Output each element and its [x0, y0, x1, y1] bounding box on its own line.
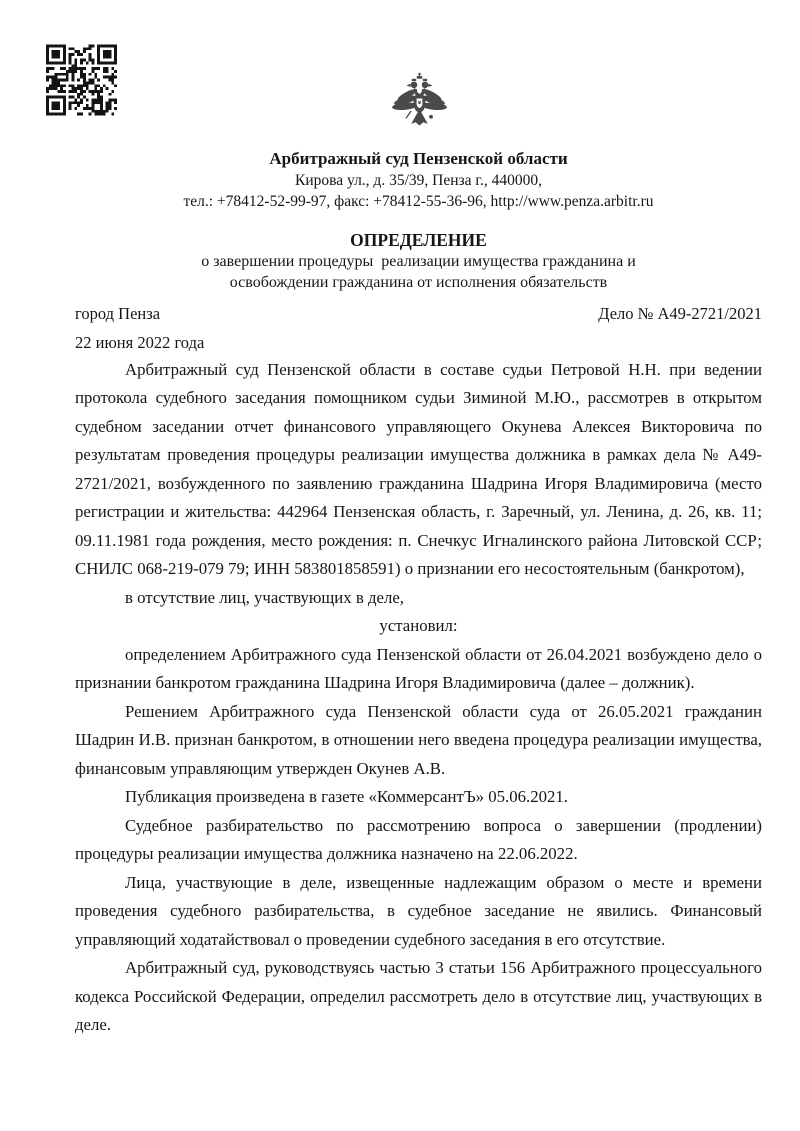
paragraph-article-156: Арбитражный суд, руководствуясь частью 3 статьи 156 Арбитражного процессуального кодекса Российской Федерации, определил рассмотреть дело в отсутствие лиц, участвующих в деле. — [75, 958, 762, 1034]
paragraph-publication: Публикация произведена в газете «КоммерсантЪ» 05.06.2021. — [125, 787, 568, 806]
court-name: Арбитражный суд Пензенской области — [269, 149, 568, 168]
city-label: город Пенза — [75, 303, 161, 323]
case-number: Дело № А49-2721/2021 — [598, 303, 762, 323]
court-contacts: тел.: +78412-52-99-97, факс: +78412-55-36-96, http://www.penza.arbitr.ru — [183, 193, 654, 210]
document-date: 22 июня 2022 года — [75, 332, 205, 352]
case-line — [75, 303, 762, 325]
paragraph-hearing-scheduled: Судебное разбирательство по рассмотрению вопроса о завершении (продлении) процедуры реализации имущества должника назначено на 22.06.2022. — [75, 815, 762, 863]
document-title-block — [75, 230, 762, 293]
paragraph-bankruptcy-decision: Решением Арбитражного суда Пензенской области суда от 26.05.2021 гражданин Шадрин И.В. признан банкротом, в отношении него введена процедура реализации имущества, финансовым управляющим утвержден Окунев А.В. — [75, 701, 762, 778]
document-subtitle-line1: о завершении процедуры реализации имущества гражданина и — [201, 252, 636, 270]
document-subtitle-line2: освобождении гражданина от исполнения обязательств — [229, 273, 608, 291]
court-header — [75, 0, 762, 213]
paragraph-absence: в отсутствие лиц, участвующих в деле, — [125, 587, 404, 607]
text-column — [75, 0, 762, 1040]
resolution-word: установил: — [379, 616, 458, 635]
paragraph-case-opened: определением Арбитражного суда Пензенской области от 26.04.2021 возбуждено дело о признании банкротом гражданина Шадрина Игоря Владимировича (далее – должник). — [75, 644, 762, 692]
document-body — [75, 356, 762, 1040]
court-address: Кирова ул., д. 35/39, Пенза г., 440000, — [295, 171, 542, 189]
document-title: ОПРЕДЕЛЕНИЕ — [350, 229, 487, 250]
paragraph-parties-absent: Лица, участвующие в деле, извещенные надлежащим образом о месте и времени проведения судебного разбирательства, в судебное заседание не явились. Финансовый управляющий ходатайствовал о проведении судебного заседания в его отсутствие. — [75, 872, 762, 949]
paragraph-intro: Арбитражный суд Пензенской области в составе судьи Петровой Н.Н. при ведении протокола судебного заседания помощником судьи Зиминой М.Ю., рассмотрев в открытом судебном заседании отчет финансового управляющего Окунева Алексея Викторовича по результатам проведения процедуры реализации имущества должника в рамках дела № А49-2721/2021, возбужденного по заявлению гражданина Шадрина Игоря Владимировича (место регистрации и жительства: 442964 Пензенская область, г. Заречный, ул. Ленина, д. 26, кв. 11; 09.11.1981 года рождения, место рождения: п. Снечкус Игналинского района Литовской ССР; СНИЛС 068-219-079 79; ИНН 583801858591) о признании его несостоятельным (банкротом), — [75, 359, 762, 578]
